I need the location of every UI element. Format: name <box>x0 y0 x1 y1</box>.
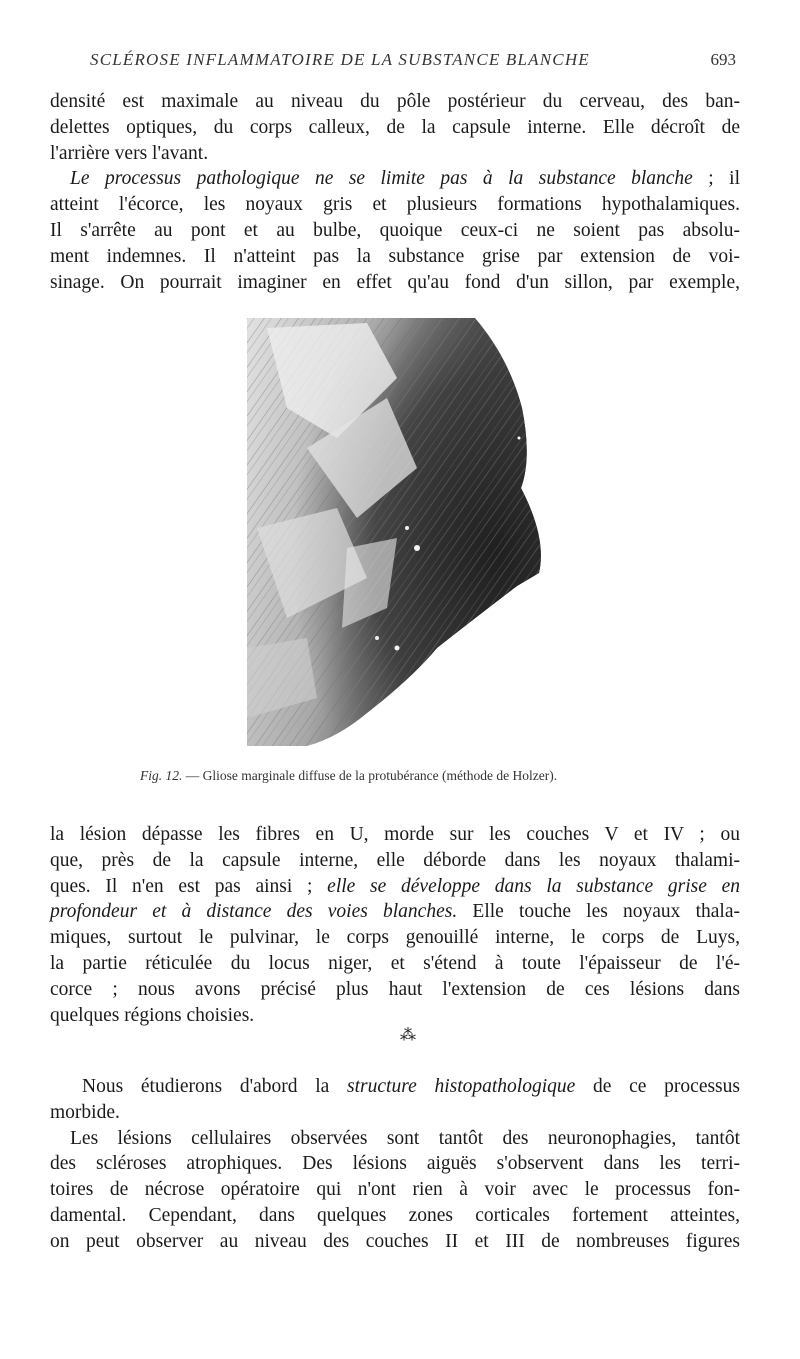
text-line: la partie réticulée du locus niger, et s'étend à toute l'épaisseur de l'é- <box>50 952 740 974</box>
text-line: ment indemnes. Il n'atteint pas la substance grise par extension de voi- <box>50 245 740 267</box>
italic-emphasis: profondeur et à distance des voies blanches. <box>50 901 458 923</box>
section-separator: ⁂ <box>400 1027 416 1044</box>
text-line: corce ; nous avons précisé plus haut l'extension de ces lésions dans <box>50 978 740 1000</box>
micrograph-image <box>247 318 547 746</box>
bottom-text <box>50 1074 740 1255</box>
text-line: Le processus pathologique ne se limite pas à la substance blanche ; il <box>70 168 740 190</box>
text-line: la lésion dépasse les fibres en U, morde sur les couches V et IV ; ou <box>50 824 740 845</box>
running-title: SCLÉROSE INFLAMMATOIRE DE LA SUBSTANCE BLANCHE <box>90 50 590 69</box>
italic-emphasis: structure histopathologique <box>347 1076 576 1097</box>
text-line: Les lésions cellulaires observées sont tantôt des neuronophagies, tantôt <box>70 1127 740 1149</box>
text-line: densité est maximale au niveau du pôle postérieur du cerveau, des ban- <box>50 91 740 112</box>
top-text <box>50 89 740 295</box>
figure-micrograph <box>247 318 547 746</box>
text-line: que, près de la capsule interne, elle déborde dans les noyaux thalami- <box>50 849 740 871</box>
italic-emphasis: Le processus pathologique ne se limite pas à la substance blanche <box>70 168 693 190</box>
caption-text: — Gliose marginale diffuse de la protubérance (méthode de Holzer). <box>182 768 558 783</box>
running-header <box>90 50 740 70</box>
text-line: on peut observer au niveau des couches II et III de nombreuses figures <box>50 1230 740 1252</box>
text-line: sinage. On pourrait imaginer en effet qu'au fond d'un sillon, par exemple, <box>50 271 740 293</box>
italic-emphasis: elle se développe dans la substance grise en <box>327 875 740 897</box>
text-line: Nous étudierons d'abord la structure histopathologique de ce processus <box>82 1076 740 1097</box>
text-line: damental. Cependant, dans quelques zones corticales fortement atteintes, <box>50 1204 740 1226</box>
middle-text <box>50 822 740 1028</box>
text-line: des scléroses atrophiques. Des lésions aiguës s'observent dans les terri- <box>50 1153 740 1175</box>
figure-caption <box>140 768 660 784</box>
text-line: morbide. <box>50 1101 120 1123</box>
text-line: l'arrière vers l'avant. <box>50 142 209 164</box>
text-line: delettes optiques, du corps calleux, de la capsule interne. Elle décroît de <box>50 116 740 138</box>
text-line: Il s'arrête au pont et au bulbe, quoique ceux-ci ne soient pas absolu- <box>50 219 740 241</box>
text-line: quelques régions choisies. <box>50 1004 255 1026</box>
text-line: atteint l'écorce, les noyaux gris et plusieurs formations hypothalamiques. <box>50 194 740 216</box>
text-line: profondeur et à distance des voies blanches. Elle touche les noyaux thala- <box>50 901 740 923</box>
text-line: ques. Il n'en est pas ainsi ; elle se développe dans la substance grise en <box>50 875 740 897</box>
text-line: miques, surtout le pulvinar, le corps genouillé interne, le corps de Luys, <box>50 927 740 949</box>
figure-number: Fig. 12. <box>140 768 183 783</box>
text-line: toires de nécrose opératoire qui n'ont rien à voir avec le processus fon- <box>50 1179 740 1201</box>
page-number: 693 <box>710 50 736 69</box>
